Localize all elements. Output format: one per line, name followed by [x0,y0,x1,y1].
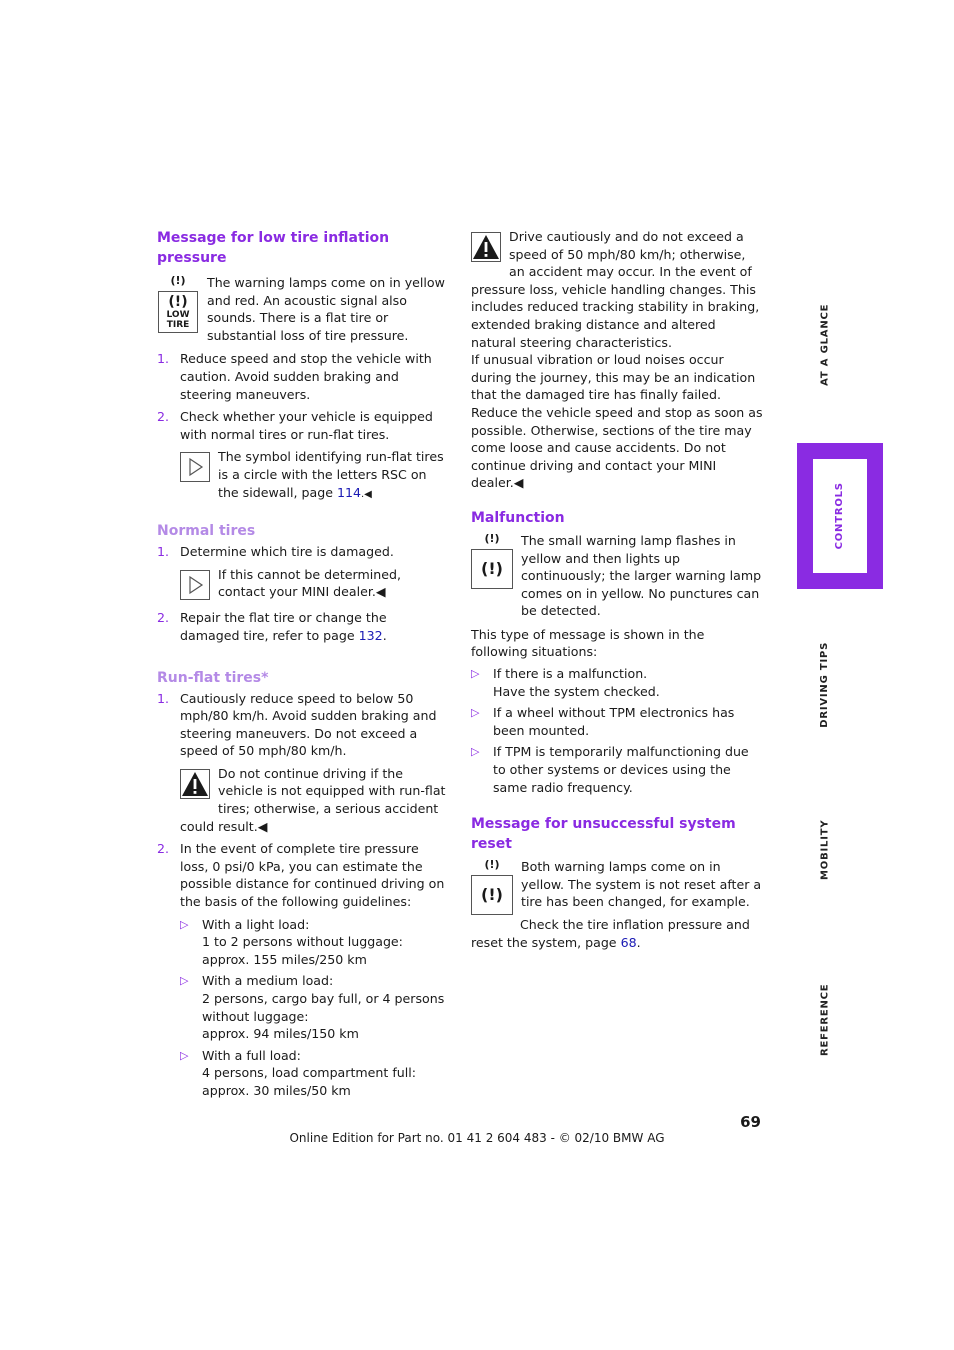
bullet-arrow-icon: ▷ [471,667,480,681]
right-column [471,228,763,951]
page-114-link[interactable]: 114 [336,484,361,500]
note-arrow-icon [180,452,210,487]
warning-lamp-small-icon: (!) [484,858,500,872]
tab-mobility[interactable]: MOBILITY [819,819,831,881]
list-item: 2. Repair the flat tire or change the damaged tire, refer to page 132. [157,610,387,643]
malfunction-lamp-text: The small warning lamp flashes in yellow and then lights up continuously; the larger warning lamp comes on in yellow. No punctures can be detected. [521,532,762,619]
list-item: 1. Cautiously reduce speed to below 50 mph/80 km/h. Avoid sudden braking and steering maneuvers. Do not exceed a speed of 50 mph/80 km/h. [157,690,437,759]
vibration-warning: If unusual vibration or loud noises occur during the journey, this may be an indication that the damaged tire has finally failed. Reduce the vehicle speed and stop as soon as possible. Otherwise, sections of the tire may come loose and cause accidents. Do not continue driving and contact your MINI dealer.◀ [471,352,763,491]
dealer-note: If this cannot be determined, contact your MINI dealer.◀ [218,566,402,600]
list-item: 2. In the event of complete tire pressure loss, 0 psi/0 kPa, you can estimate the possible distance for continued driving on the basis of the following guidelines: [157,841,445,910]
heading-run-flat: Run-flat tires* [157,669,269,686]
heading-low-tire: Message for low tire inflation pressure [157,230,390,266]
run-flat-symbol-note: The symbol identifying run-flat tires is a circle with the letters RSC on the sidewall, page 114.◀ [218,449,444,500]
list-item: ▷ With a medium load: 2 persons, cargo bay full, or 4 persons without luggage: approx. 94 miles/150 km [180,973,445,1042]
list-item: 2. Check whether your vehicle is equipped with normal tires or run-flat tires. [157,409,433,442]
list-item: ▷ If TPM is temporarily malfunctioning due to other systems or devices using the same radio frequency. [471,744,749,795]
page-68-link[interactable]: 68 [620,934,637,950]
tire-warning-lamp-icon: (!) [471,549,513,589]
heading-normal-tires: Normal tires [157,523,256,540]
warning-lamp-small-icon: (!) [170,274,186,287]
run-flat-warning: Do not continue driving if the vehicle is not equipped with run-flat tires; otherwise, a serious accident could result.◀ [180,765,446,834]
bullet-arrow-icon: ▷ [471,745,480,759]
tab-at-a-glance[interactable]: AT A GLANCE [819,303,831,387]
low-tire-lamps [157,274,199,333]
tab-reference[interactable]: REFERENCE [819,983,831,1057]
warning-lamp-small-icon: (!) [484,531,500,545]
list-item: 1. Reduce speed and stop the vehicle with caution. Avoid sudden braking and steering maneuvers. [157,351,432,402]
page-132-link[interactable]: 132 [358,627,383,643]
heading-reset: Message for unsuccessful system reset [471,816,736,853]
reset-lamps [471,858,513,915]
left-column [157,228,449,1104]
tire-warning-lamp-icon: (!) [471,875,513,915]
low-tire-lamp-icon: (!) LOW TIRE [158,291,198,333]
page-number: 69 [740,1113,761,1131]
bullet-arrow-icon: ▷ [471,706,480,720]
list-item: ▷ If there is a malfunction. Have the system checked. [471,666,660,699]
drive-cautiously-warning: Drive cautiously and do not exceed a speed of 50 mph/80 km/h; otherwise, an accident may occur. In the event of pressure loss, vehicle handling changes. This includes reduced tracking stability in braking, extended braking distance and altered natural steering characteristics. [471,229,760,350]
list-item: ▷ If a wheel without TPM electronics has been mounted. [471,705,735,738]
malfunction-intro: This type of message is shown in the following situations: [471,626,705,660]
bullet-arrow-icon: ▷ [180,974,189,988]
low-tire-intro: The warning lamps come on in yellow and red. An acoustic signal also sounds. There is a flat tire or substantial loss of tire pressure. [207,275,445,343]
bullet-arrow-icon: ▷ [180,917,189,931]
tab-controls[interactable]: CONTROLS [813,459,867,573]
footer: Online Edition for Part no. 01 41 2 604 483 - © 02/10 BMW AG [289,1131,665,1145]
warning-triangle-icon [471,232,501,267]
list-item: ▷ With a light load: 1 to 2 persons without luggage: approx. 155 miles/250 km [180,916,403,967]
heading-malfunction: Malfunction [471,509,565,526]
note-arrow-icon [180,570,210,605]
reset-lamp-text: Both warning lamps come on in yellow. The system is not reset after a tire has been changed, for example. [521,859,762,910]
list-item: 1. Determine which tire is damaged. [157,544,394,560]
list-item: ▷ With a full load: 4 persons, load compartment full: approx. 30 miles/50 km [180,1047,416,1098]
malfunction-lamps [471,532,513,589]
bullet-arrow-icon: ▷ [180,1048,189,1062]
reset-check-text: Check the tire inflation pressure and reset the system, page 68. [471,917,750,950]
warning-triangle-icon [180,769,210,804]
tab-driving-tips[interactable]: DRIVING TIPS [819,642,831,728]
